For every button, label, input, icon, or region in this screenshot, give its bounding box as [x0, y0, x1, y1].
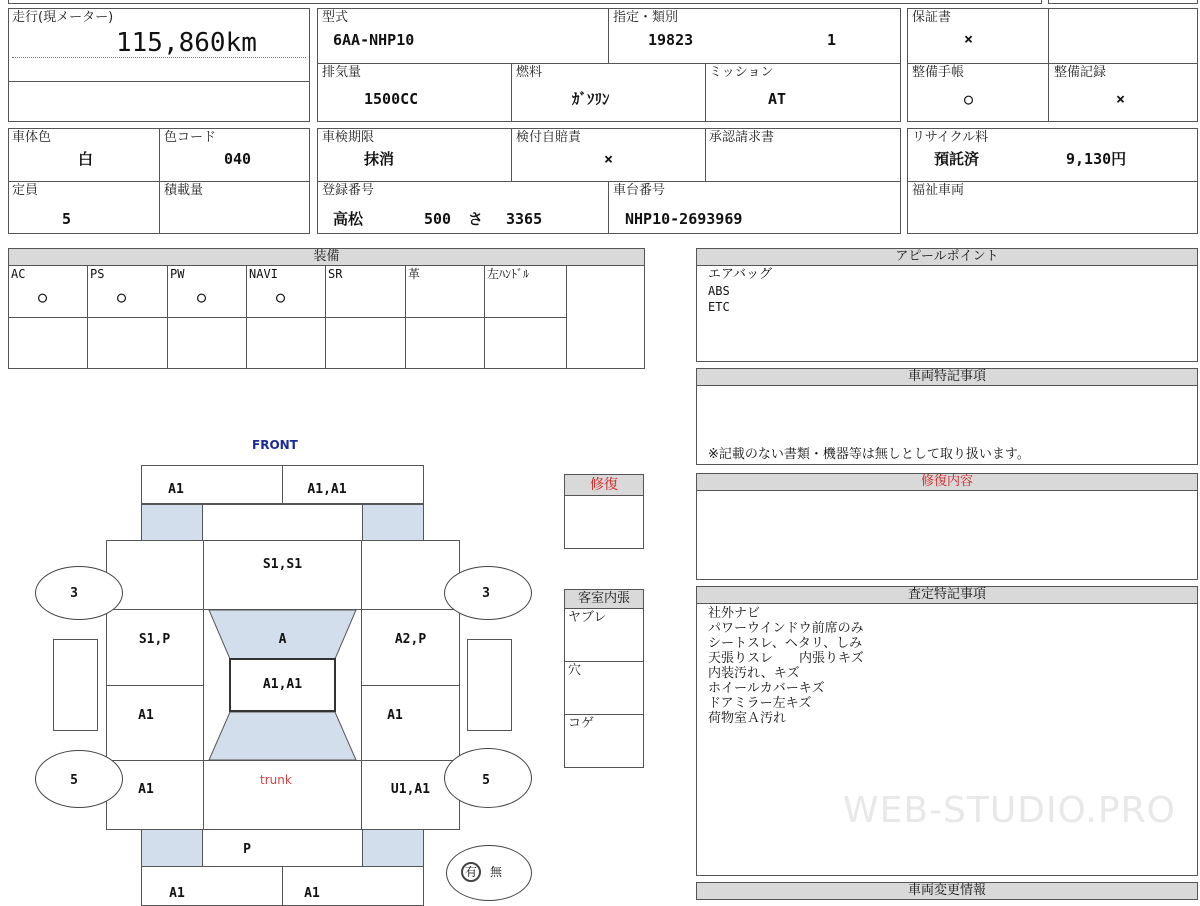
assessment-item: ドアミラー左キズ — [708, 696, 812, 711]
roof-code: A1,A1 — [262, 677, 303, 692]
registration-kana: さ — [468, 210, 484, 228]
equipment-title: 装備 — [8, 248, 645, 266]
fender-left-code: S1,P — [138, 632, 171, 647]
door-front-left-code: A1 — [138, 708, 154, 723]
color-code-value: 040 — [224, 150, 252, 168]
rear-left-code: A1 — [169, 886, 185, 901]
assessment-item: ホイールカバーキズ — [708, 681, 825, 696]
tire-rr-code: 5 — [482, 773, 490, 788]
warranty-label: 保証書 — [912, 10, 952, 25]
designation-label: 指定・類別 — [613, 10, 679, 25]
recycle-label: リサイクル料 — [912, 130, 989, 145]
model-value: 6AA-NHP10 — [333, 31, 415, 49]
maintenance-book-label: 整備手帳 — [912, 65, 965, 80]
equipment-value-2: ○ — [197, 288, 207, 306]
registration-number: 3365 — [506, 210, 543, 228]
equipment-label-0: AC — [11, 267, 26, 281]
interior-tear-label: ヤブレ — [568, 610, 607, 625]
roof-front-code: A — [278, 632, 287, 647]
warranty-value: × — [964, 30, 974, 48]
change-info-title: 車両変更情報 — [696, 882, 1198, 900]
spare-tire — [446, 845, 532, 901]
special-notes-title: 車両特記事項 — [696, 368, 1198, 386]
tire-fl-code: 3 — [70, 586, 78, 601]
tire-rl-code: 5 — [70, 773, 78, 788]
assessment-title: 査定特記事項 — [696, 586, 1198, 604]
designation-value1: 19823 — [648, 31, 694, 49]
insurance-label: 検付自賠責 — [516, 130, 582, 145]
body-color-label: 車体色 — [12, 130, 52, 145]
fuel-value: ｶﾞｿﾘﾝ — [572, 90, 610, 108]
load-label: 積載量 — [164, 183, 204, 198]
assessment-item: 内装汚れ、キズ — [708, 666, 800, 681]
welfare-label: 福祉車両 — [912, 183, 965, 198]
trunk-label: trunk — [260, 773, 292, 787]
assessment-item: 荷物室Ａ汚れ — [708, 711, 787, 726]
odometer-value: 115,860km — [116, 28, 257, 58]
appeal-title: アピールポイント — [696, 248, 1198, 266]
appeal-item-abs: ABS — [708, 284, 730, 298]
odometer-label: 走行(現メーター) — [12, 10, 114, 25]
designation-value2: 1 — [827, 31, 837, 49]
tire-fr-code: 3 — [482, 586, 490, 601]
equipment-value-1: ○ — [117, 288, 127, 306]
spare-none-label: 無 — [490, 865, 503, 879]
special-notes-text: ※記載のない書類・機器等は無しとして取り扱います。 — [708, 447, 1030, 462]
registration-region: 高松 — [333, 210, 364, 228]
rear-left-panel — [141, 829, 203, 867]
equipment-label-4: SR — [328, 267, 343, 281]
hood-code: S1,S1 — [262, 557, 303, 572]
assessment-item: シートスレ、ヘタリ、しみ — [708, 636, 863, 651]
equipment-label-3: NAVI — [249, 267, 278, 281]
fuel-label: 燃料 — [516, 65, 543, 80]
front-right-code: A1,A1 — [307, 482, 347, 497]
appeal-item-airbag: エアバッグ — [708, 267, 772, 282]
capacity-label: 定員 — [12, 183, 39, 198]
right-side-rect — [467, 639, 512, 731]
registration-label: 登録番号 — [322, 183, 375, 198]
assessment-item: 天張りスレ 内張りキズ — [708, 651, 864, 666]
chassis-value: NHP10-2693969 — [625, 210, 743, 228]
repair-details-title: 修復内容 — [696, 473, 1198, 491]
equipment-label-2: PW — [170, 267, 185, 281]
transmission-label: ミッション — [709, 65, 774, 80]
inspection-label: 車検期限 — [322, 130, 375, 145]
equipment-value-0: ○ — [38, 288, 48, 306]
door-front-right-code: A1 — [387, 708, 403, 723]
door-rear-left-code: A1 — [138, 782, 154, 797]
equipment-value-3: ○ — [276, 288, 286, 306]
watermark-text: WEB-STUDIO.PRO — [843, 790, 1176, 831]
rear-p-code: P — [243, 842, 251, 857]
displacement-label: 排気量 — [322, 65, 362, 80]
insurance-value: × — [604, 150, 614, 168]
repair-title: 修復 — [564, 474, 644, 496]
maintenance-book-value: ○ — [964, 90, 974, 108]
model-label: 型式 — [322, 10, 349, 25]
rear-right-panel — [362, 829, 424, 867]
equipment-label-5: 革 — [408, 267, 421, 281]
interior-hole-label: 穴 — [568, 663, 582, 678]
left-side-rect — [53, 639, 98, 731]
maintenance-record-value: × — [1116, 90, 1126, 108]
front-left-code: A1 — [168, 482, 184, 497]
door-rear-right-code: U1,A1 — [390, 782, 431, 797]
front-label: FRONT — [252, 438, 298, 452]
chassis-label: 車台番号 — [613, 183, 666, 198]
recycle-status: 預託済 — [934, 150, 980, 168]
body-color-value: 白 — [78, 150, 94, 168]
capacity-value: 5 — [62, 210, 72, 228]
equipment-label-1: PS — [90, 267, 105, 281]
rear-glass — [209, 712, 356, 760]
inspection-value: 抹消 — [364, 150, 395, 168]
maintenance-record-label: 整備記録 — [1054, 65, 1107, 80]
appeal-item-etc: ETC — [708, 300, 730, 314]
equipment-label-6: 左ﾊﾝﾄﾞﾙ — [487, 267, 530, 281]
assessment-item: パワーウインドウ前席のみ — [708, 621, 864, 636]
color-code-label: 色コード — [164, 130, 217, 145]
interior-burn-label: コゲ — [568, 716, 595, 731]
assessment-item: 社外ナビ — [708, 606, 761, 621]
registration-class: 500 — [424, 210, 452, 228]
transmission-value: AT — [768, 90, 787, 108]
recycle-amount: 9,130円 — [1066, 150, 1127, 168]
fender-right-code: A2,P — [394, 632, 427, 647]
spare-have-label: 有 — [465, 865, 478, 879]
displacement-value: 1500CC — [364, 90, 419, 108]
approval-label: 承認請求書 — [709, 130, 775, 145]
rear-right-code: A1 — [304, 886, 320, 901]
interior-title: 客室内張 — [564, 589, 644, 609]
